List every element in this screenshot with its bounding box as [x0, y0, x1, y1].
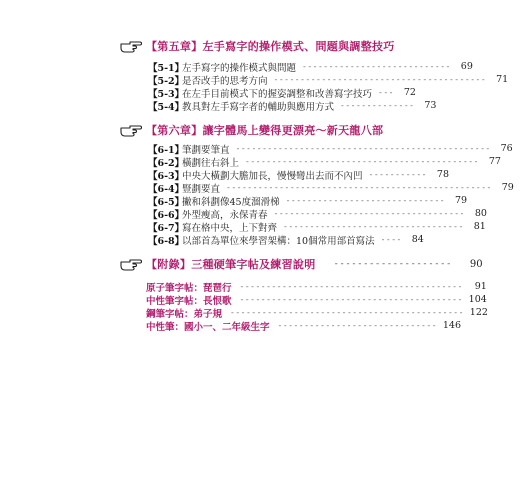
- chapter-5-heading: [120, 38, 395, 54]
- copybook-title: 中性筆字帖：長恨歌: [146, 295, 232, 307]
- appendix-page-number: 90: [469, 258, 483, 270]
- appendix-heading: [120, 256, 483, 272]
- entry-title: 寫在格中央，上下對齊: [182, 222, 278, 234]
- entry-title: 豎劃要直: [182, 183, 221, 195]
- entry-page-number: 72: [403, 87, 416, 98]
- entry-title: 筆劃要筆直: [182, 144, 230, 156]
- entry-number: 【6-4】: [148, 183, 185, 195]
- toc-entry-6-8[interactable]: [148, 233, 424, 247]
- toc-entry-5-4[interactable]: [148, 99, 437, 113]
- dot-leader: ----: [380, 235, 402, 244]
- toc-entry-6-4[interactable]: [148, 181, 514, 195]
- copybook-entry-pipa[interactable]: [146, 280, 487, 294]
- pointing-hand-icon: [120, 39, 142, 53]
- copybook-page-number: 91: [474, 281, 487, 292]
- dot-leader: ----------------------------------: [283, 222, 464, 231]
- entry-title: 教具對左手寫字者的輔助與應用方式: [182, 101, 335, 113]
- entry-number: 【6-3】: [148, 170, 185, 182]
- copybook-title: 中性筆：國小一、二年級生字: [146, 321, 270, 333]
- toc-entry-6-5[interactable]: [148, 194, 468, 208]
- dot-leader: ----------------------------: [302, 62, 451, 71]
- toc-entry-6-2[interactable]: [148, 155, 501, 169]
- dot-leader: --------------------------------------------: [230, 308, 464, 317]
- entry-title: 以部首為單位來學習架構：10個常用部首寫法: [182, 235, 375, 247]
- entry-title: 左手寫字的操作模式與問題: [182, 62, 297, 74]
- dot-leader: ------------------------------------------------: [235, 144, 491, 153]
- entry-number: 【5-4】: [148, 101, 185, 113]
- entry-page-number: 80: [474, 208, 487, 219]
- toc-entry-5-1[interactable]: [148, 60, 473, 74]
- entry-page-number: 79: [501, 182, 514, 193]
- entry-title: 撇和斜劃像45度溜滑梯: [182, 196, 280, 208]
- entry-page-number: 78: [436, 169, 449, 180]
- toc-entry-6-6[interactable]: [148, 207, 487, 221]
- copybook-title: 原子筆字帖：琵琶行: [146, 282, 232, 294]
- dot-leader: ------------------------------------------: [239, 295, 463, 304]
- entry-number: 【6-5】: [148, 196, 185, 208]
- dot-leader: --------------------: [333, 259, 452, 269]
- copybook-entry-dizigui[interactable]: [146, 306, 488, 320]
- entry-page-number: 81: [473, 221, 486, 232]
- copybook-page-number: 104: [468, 294, 487, 305]
- dot-leader: --------------------------------------------------: [226, 183, 492, 192]
- entry-title: 是否改手的思考方向: [182, 75, 268, 87]
- appendix-title: 【附錄】三種硬筆字帖及練習說明: [146, 258, 316, 271]
- entry-page-number: 79: [455, 195, 468, 206]
- chapter-5-title: 【第五章】左手寫字的操作模式、問題與調整技巧: [146, 40, 395, 53]
- entry-number: 【6-1】: [148, 144, 185, 156]
- entry-page-number: 77: [488, 156, 501, 167]
- dot-leader: ------------------------------: [285, 196, 446, 205]
- entry-number: 【6-7】: [148, 222, 185, 234]
- entry-page-number: 84: [411, 234, 424, 245]
- entry-number: 【5-2】: [148, 75, 185, 87]
- dot-leader: --------------: [340, 101, 415, 110]
- entry-number: 【6-2】: [148, 157, 185, 169]
- entry-number: 【6-8】: [148, 235, 185, 247]
- entry-number: 【5-1】: [148, 62, 185, 74]
- entry-title: 外型瘦高，永保青春: [182, 209, 268, 221]
- dot-leader: ----------------------------------------: [273, 75, 487, 84]
- dot-leader: ------------------------------: [277, 321, 438, 330]
- pointing-hand-icon: [120, 123, 142, 137]
- copybook-title: 鋼筆字帖：弟子規: [146, 308, 223, 320]
- entry-number: 【5-3】: [148, 88, 185, 100]
- copybook-page-number: 122: [469, 307, 488, 318]
- toc-entry-6-3[interactable]: [148, 168, 449, 182]
- entry-title: 橫劃往右斜上: [182, 157, 240, 169]
- toc-entry-6-1[interactable]: [148, 142, 513, 156]
- entry-page-number: 71: [496, 74, 509, 85]
- entry-title: 中央大橫劃大膽加長，慢慢彎出去而不內凹: [182, 170, 363, 182]
- dot-leader: ------------------------------------: [273, 209, 465, 218]
- chapter-6-title: 【第六章】讓字體馬上變得更漂亮～新天龍八部: [146, 124, 384, 137]
- entry-page-number: 76: [500, 143, 513, 154]
- dot-leader: ------------------------------------------: [239, 282, 463, 291]
- dot-leader: --------------------------------------------: [245, 157, 479, 166]
- copybook-entry-elementary[interactable]: [146, 319, 462, 333]
- pointing-hand-icon: [120, 257, 142, 271]
- toc-entry-5-3[interactable]: [148, 86, 416, 100]
- toc-entry-5-2[interactable]: [148, 73, 509, 87]
- entry-number: 【6-6】: [148, 209, 185, 221]
- copybook-entry-changhen[interactable]: [146, 293, 487, 307]
- entry-page-number: 73: [424, 100, 437, 111]
- entry-title: 在左手目前模式下的握姿調整和改善寫字技巧: [182, 88, 373, 100]
- dot-leader: ---: [378, 88, 394, 97]
- chapter-6-heading: [120, 122, 383, 138]
- entry-page-number: 69: [460, 61, 473, 72]
- dot-leader: -----------: [368, 170, 427, 179]
- copybook-page-number: 146: [442, 320, 462, 331]
- toc-entry-6-7[interactable]: [148, 220, 486, 234]
